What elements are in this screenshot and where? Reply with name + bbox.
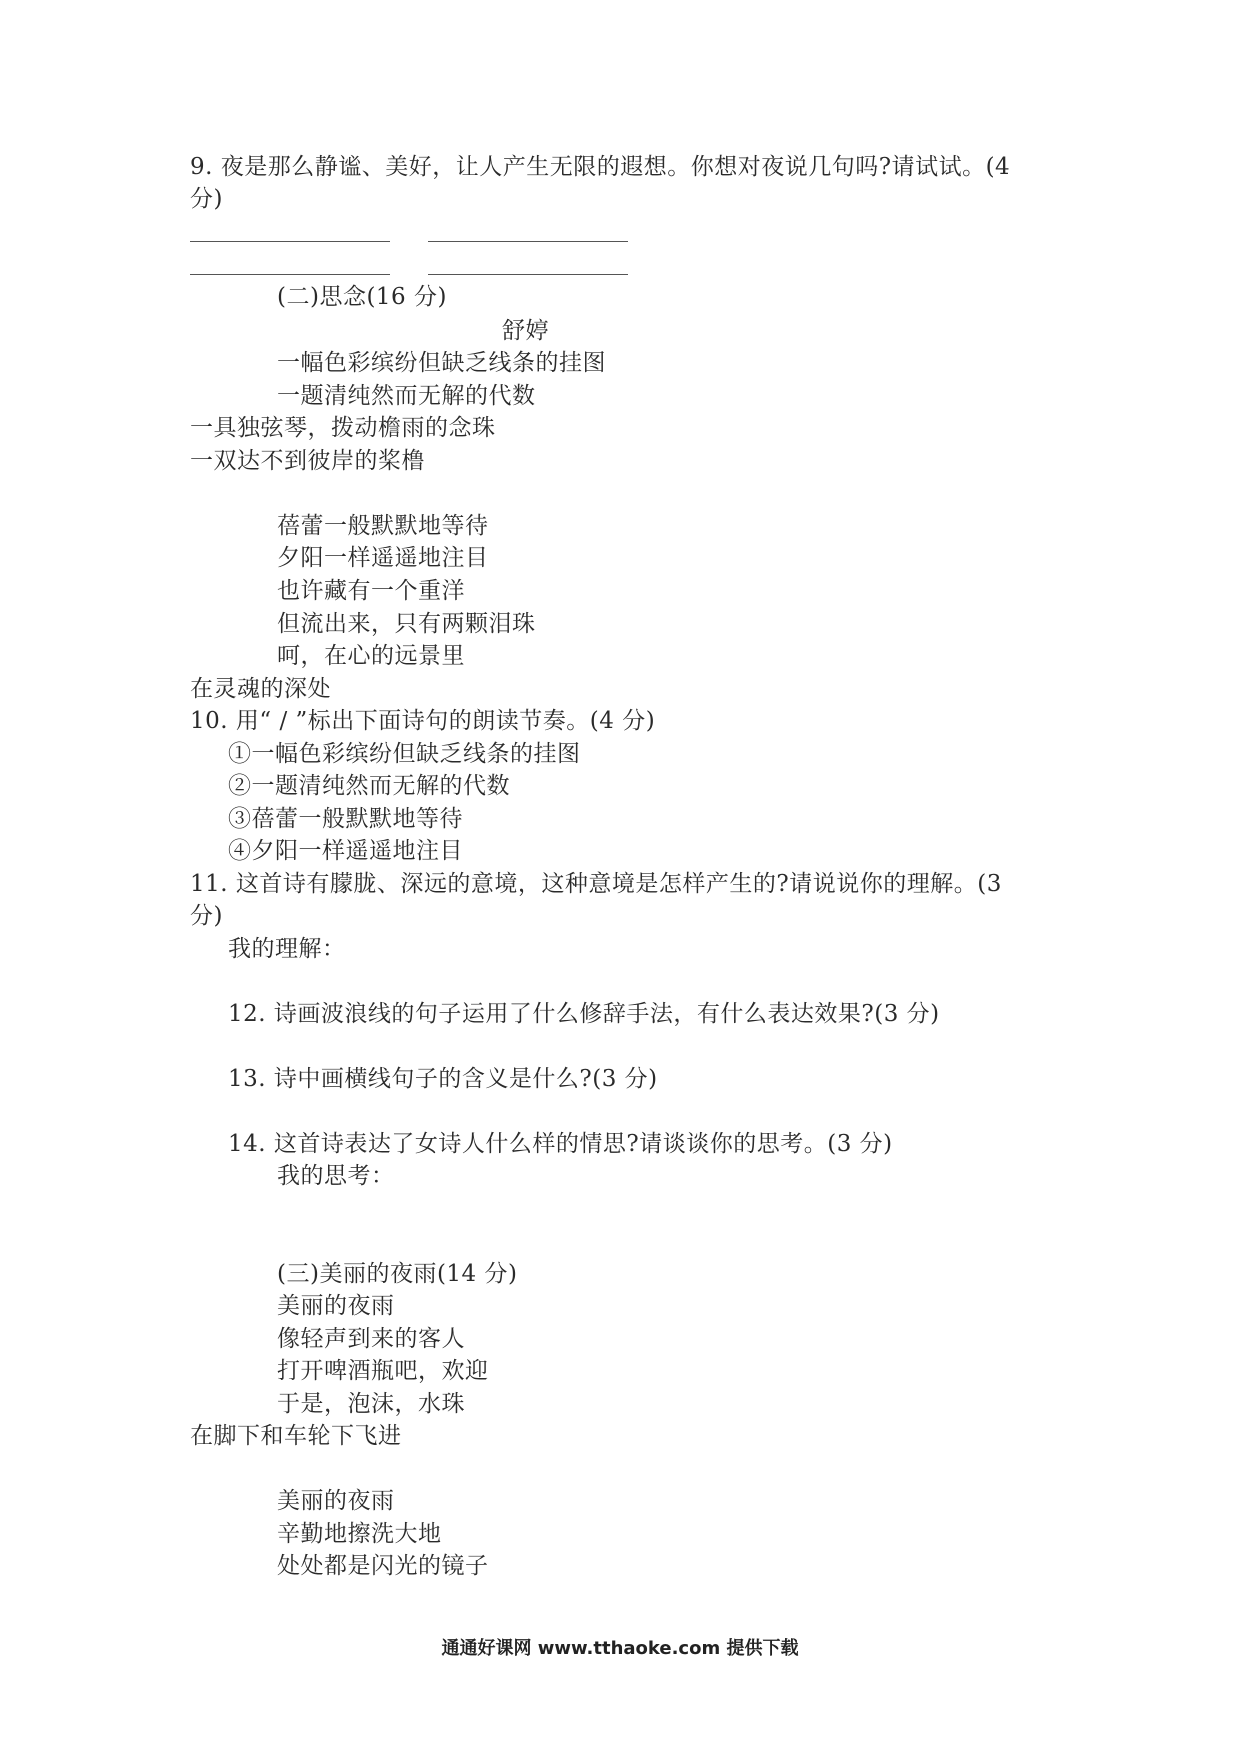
poem-line: 蓓蕾一般默默地等待 — [277, 513, 489, 539]
q10-item: ①一幅色彩缤纷但缺乏线条的挂图 — [228, 741, 581, 767]
answer-blank-3[interactable] — [190, 274, 390, 275]
poem-line: 美丽的夜雨 — [277, 1488, 395, 1514]
q11-prompt-line2: 分) — [190, 903, 223, 929]
poem-line: 于是，泡沫，水珠 — [277, 1391, 465, 1417]
q14-prompt: 14. 这首诗表达了女诗人什么样的情思?请谈谈你的思考。(3 分) — [228, 1131, 893, 1157]
q11-answer-label: 我的理解： — [228, 936, 346, 962]
section2-heading: (二)思念(16 分) — [277, 284, 447, 310]
answer-blank-1[interactable] — [190, 241, 390, 242]
poem-line: 在脚下和车轮下飞进 — [190, 1423, 402, 1449]
poem-line: 打开啤酒瓶吧，欢迎 — [277, 1358, 489, 1384]
poem-line: 一题清纯然而无解的代数 — [277, 383, 536, 409]
page-footer: 通通好课网 www.tthaoke.com 提供下载 — [441, 1638, 799, 1659]
poem-line: 辛勤地擦洗大地 — [277, 1521, 442, 1547]
poem-line: 一具独弦琴，拨动檐雨的念珠 — [190, 415, 496, 441]
q10-prompt: 10. 用“ / ”标出下面诗句的朗读节奏。(4 分) — [190, 708, 656, 734]
poem-line: 一幅色彩缤纷但缺乏线条的挂图 — [277, 350, 606, 376]
q12-prompt: 12. 诗画波浪线的句子运用了什么修辞手法，有什么表达效果?(3 分) — [228, 1001, 940, 1027]
q14-answer-label: 我的思考： — [277, 1163, 395, 1189]
poem-line: 但流出来，只有两颗泪珠 — [277, 611, 536, 637]
poem-line: 也许藏有一个重洋 — [277, 578, 465, 604]
q10-item: ④夕阳一样遥遥地注目 — [228, 838, 463, 864]
q13-prompt: 13. 诗中画横线句子的含义是什么?(3 分) — [228, 1066, 658, 1092]
poem-line: 夕阳一样遥遥地注目 — [277, 545, 489, 571]
q11-prompt-line1: 11. 这首诗有朦胧、深远的意境，这种意境是怎样产生的?请说说你的理解。(3 — [190, 871, 1002, 897]
poem-line: 处处都是闪光的镜子 — [277, 1553, 489, 1579]
answer-blank-4[interactable] — [428, 274, 628, 275]
poem-line: 在灵魂的深处 — [190, 676, 331, 702]
q10-item: ②一题清纯然而无解的代数 — [228, 773, 510, 799]
poem-line: 一双达不到彼岸的桨橹 — [190, 448, 425, 474]
q10-item: ③蓓蕾一般默默地等待 — [228, 806, 463, 832]
q9-prompt-line2: 分) — [190, 186, 223, 212]
poem-line: 美丽的夜雨 — [277, 1293, 395, 1319]
q9-prompt-line1: 9. 夜是那么静谧、美好，让人产生无限的遐想。你想对夜说几句吗?请试试。(4 — [190, 154, 1011, 180]
section3-heading: (三)美丽的夜雨(14 分) — [277, 1261, 518, 1287]
poem-line: 像轻声到来的客人 — [277, 1326, 465, 1352]
answer-blank-2[interactable] — [428, 241, 628, 242]
poem-author: 舒婷 — [502, 318, 549, 344]
poem-line: 呵，在心的远景里 — [277, 643, 465, 669]
